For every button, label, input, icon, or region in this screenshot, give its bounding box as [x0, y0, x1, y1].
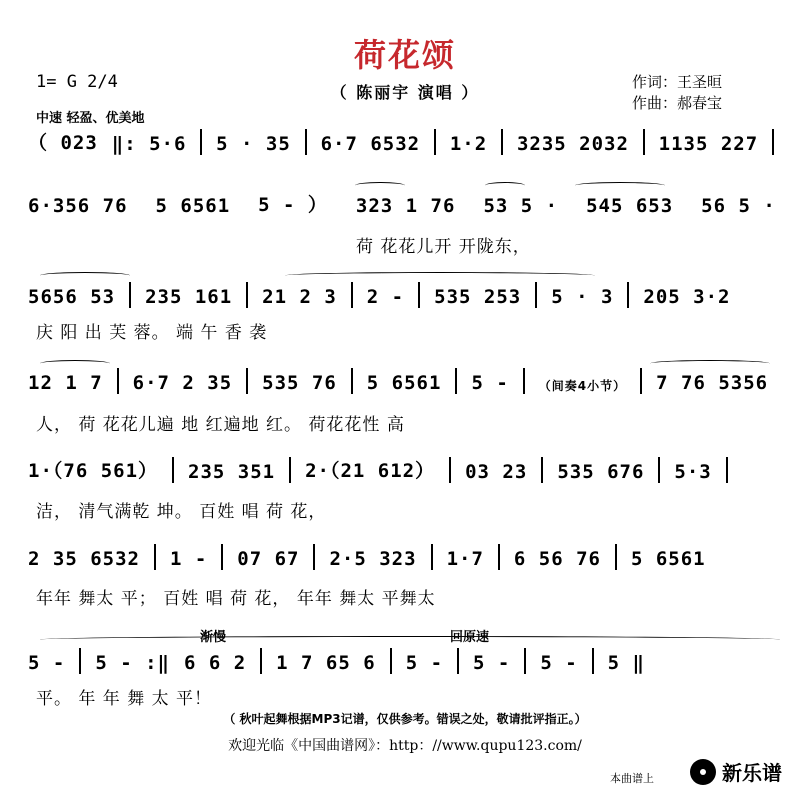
measure: 2 35 6532: [28, 548, 140, 570]
song-title: 荷花颂: [353, 36, 456, 74]
lyric-line-6: 年年 舞太 平； 百姓 唱 荷 花， 年年 舞太 平舞太: [36, 589, 436, 609]
measure: 3235 2032: [516, 133, 629, 155]
measure: 235 161: [145, 286, 233, 308]
measure: 535 253: [434, 286, 522, 308]
measure: 1·（76 561）: [28, 460, 159, 482]
tempo-mark-ritardando: 渐慢: [200, 630, 227, 645]
score-row-2: [28, 190, 788, 217]
measure: 6 6 2: [183, 652, 247, 674]
barline: [541, 457, 543, 483]
measure: 53 5 ·: [483, 195, 559, 217]
vinyl-disc-icon: [690, 759, 716, 785]
measure: 5 · 3: [551, 286, 614, 308]
measure: 5 6561: [366, 372, 442, 394]
measure: 5 · 35: [216, 133, 291, 155]
measure: 5 6561: [630, 548, 706, 570]
measure: 535 676: [557, 461, 645, 483]
measure: 205 3·2: [643, 286, 731, 308]
measure: 545 653: [586, 195, 674, 217]
measure: 12 1 7: [28, 372, 103, 394]
measure: 5 ‖: [607, 652, 645, 674]
measure: 6·356 76: [28, 195, 128, 217]
measure: 535 76: [262, 372, 337, 394]
lyric-line-2: 荷 花花儿开 开陇东，: [356, 237, 531, 257]
welcome-link-text[interactable]: 欢迎光临《中国曲谱网》：http：//www.qupu123.com/: [228, 738, 582, 754]
measure: 5 -: [471, 372, 509, 394]
measure: （ 023: [28, 132, 98, 154]
barline: [79, 648, 81, 674]
barline: [434, 129, 436, 155]
measure: 1 7 65 6: [276, 652, 376, 674]
slur: [40, 272, 130, 279]
source-note: 本曲谱上: [610, 772, 654, 785]
tempo-mark-a-tempo: 回原速: [450, 630, 490, 645]
barline: [289, 457, 291, 483]
measure: 5 -: [540, 652, 578, 674]
measure: 6·7 2 35: [132, 372, 233, 394]
barline: [658, 457, 660, 483]
slur: [40, 360, 110, 367]
barline: [640, 368, 642, 394]
barline: [200, 129, 202, 155]
barline: [498, 544, 500, 570]
measure: 235 351: [188, 461, 276, 483]
barline: [418, 282, 420, 308]
measure: 5656 53: [28, 286, 116, 308]
measure: 5 -: [473, 652, 511, 674]
measure: 5 6561: [155, 195, 231, 217]
barline: [246, 368, 248, 394]
lyric-line-5: 洁， 清气满乾 坤。 百姓 唱 荷 花，: [36, 502, 327, 522]
slur: [650, 360, 770, 367]
measure: 03 23: [465, 461, 528, 483]
barline: [501, 129, 503, 155]
barline: [592, 648, 594, 674]
slur: [575, 182, 665, 189]
barline: [524, 648, 526, 674]
barline: [129, 282, 131, 308]
measure: 5 - :‖: [95, 652, 170, 674]
barline: [351, 368, 353, 394]
lyric-line-7: 平。 年 年 舞 太 平！: [36, 689, 213, 709]
credits: [632, 72, 722, 114]
score-row-3: [28, 282, 788, 308]
score-row-7: [28, 648, 788, 674]
composer-credit: 作曲：郝春宝: [632, 94, 723, 112]
brand-logo: [690, 757, 782, 786]
measure: 07 67: [237, 548, 300, 570]
tempo-marking: 中速 轻盈、优美地: [36, 111, 145, 126]
measure: 323 1 76: [355, 195, 456, 217]
barline: [172, 457, 174, 483]
barline: [772, 129, 774, 155]
measure: 5 -: [28, 652, 66, 674]
measure: 6 56 76: [513, 548, 601, 570]
disclaimer-note: （ 秋叶起舞根据MP3记谱，仅供参考。错误之处，敬请批评指正。）: [223, 712, 587, 726]
score-row-4: [28, 368, 788, 394]
measure: 6·7 6532: [320, 133, 421, 155]
measure: 1135 227: [658, 133, 759, 155]
score-row-5: [28, 456, 788, 483]
measure: 1·2: [449, 133, 488, 155]
score-row-6: [28, 544, 788, 570]
barline: [535, 282, 537, 308]
lyric-line-3: 庆 阳 出 芙 蓉。 端 午 香 袭: [36, 323, 268, 343]
barline: [523, 368, 525, 394]
score-row-1: [28, 128, 788, 155]
barline: [260, 648, 262, 674]
barline: [643, 129, 645, 155]
measure: 2·（21 612）: [305, 460, 436, 482]
key-signature: 1= G 2/4: [36, 72, 118, 92]
barline: [305, 129, 307, 155]
measure: 7 76 5356: [656, 372, 769, 394]
measure: 1·7: [446, 548, 484, 570]
slur: [40, 636, 780, 643]
lyric-line-4: 人， 荷 花花儿遍 地 红遍地 红。 荷花花性 高: [36, 415, 405, 435]
barline: [455, 368, 457, 394]
barline: [390, 648, 392, 674]
measure: 2 -: [366, 286, 405, 308]
slur: [285, 272, 595, 279]
barline: [313, 544, 315, 570]
lyricist-credit: 作词：王圣晅: [632, 73, 723, 91]
interlude-note: （间奏4小节）: [538, 379, 627, 393]
barline: [351, 282, 353, 308]
measure: ‖: 5·6: [111, 133, 187, 155]
barline: [726, 457, 728, 483]
barline: [449, 457, 451, 483]
slur: [485, 182, 525, 189]
singer-credit: （ 陈丽宇 演唱 ）: [330, 83, 480, 102]
barline: [627, 282, 629, 308]
barline: [221, 544, 223, 570]
slur: [355, 182, 405, 189]
barline: [117, 368, 119, 394]
measure: 56 5 ·: [701, 195, 776, 217]
measure: 2·5 323: [329, 548, 417, 570]
measure: 1 -: [169, 548, 208, 570]
measure: 5 - ）: [258, 194, 328, 216]
barline: [431, 544, 433, 570]
measure: 21 2 3: [262, 286, 337, 308]
brand-name: 新乐谱: [722, 761, 782, 785]
barline: [246, 282, 248, 308]
measure: 5·3: [674, 461, 712, 483]
barline: [615, 544, 617, 570]
barline: [457, 648, 459, 674]
measure: 5 -: [405, 652, 444, 674]
barline: [154, 544, 156, 570]
